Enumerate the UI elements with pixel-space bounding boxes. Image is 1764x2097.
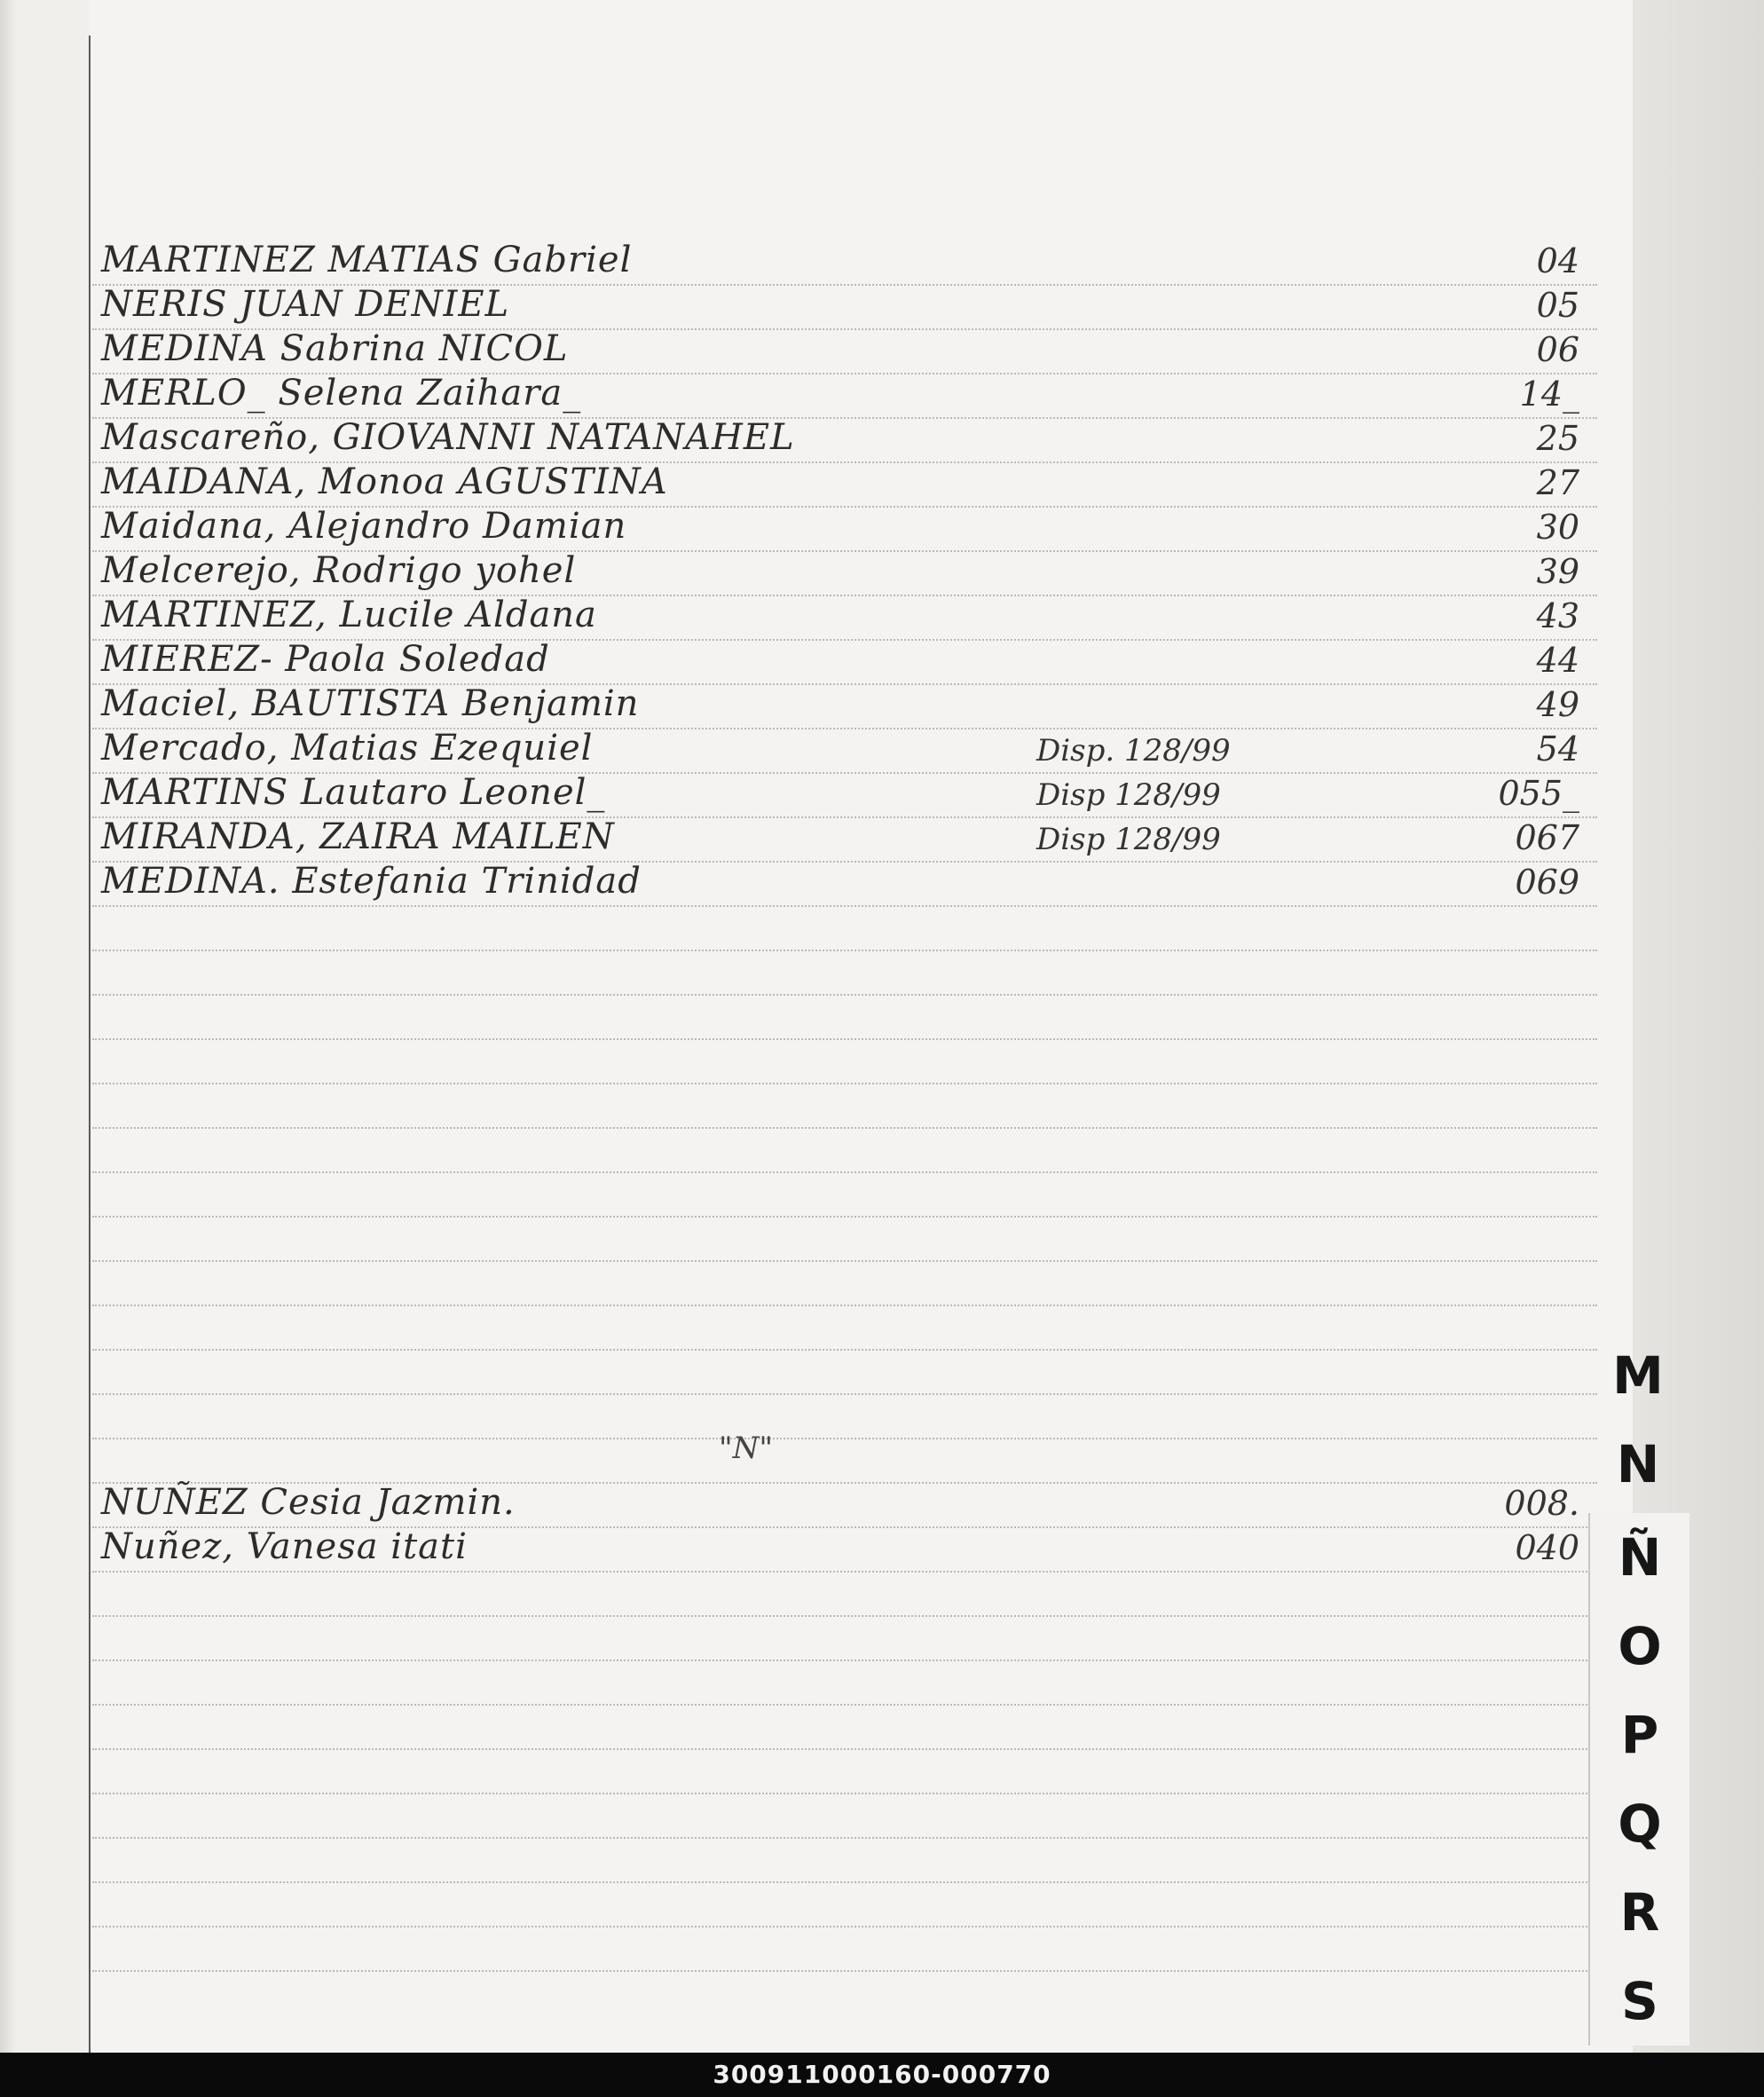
ruled-line — [92, 1837, 1597, 1839]
index-tab-n[interactable]: N — [1616, 1434, 1660, 1494]
entry-number: 25 — [1536, 419, 1579, 458]
entry-name: MARTINEZ, Lucile Aldana — [101, 595, 597, 635]
section-heading-n: "N" — [719, 1431, 774, 1466]
entry-name: MEDINA Sabrina NICOL — [101, 328, 569, 369]
ruled-line — [92, 1349, 1597, 1351]
list-item — [89, 772, 1633, 816]
list-item — [89, 1526, 1633, 1571]
entry-number: 069 — [1515, 863, 1579, 902]
entry-number: 008. — [1504, 1484, 1579, 1523]
ruled-line — [92, 1127, 1597, 1129]
alphabet-index-tabs — [1588, 1331, 1688, 2053]
index-tab-s[interactable]: S — [1588, 1957, 1689, 2046]
ruled-line — [92, 1704, 1597, 1706]
entry-number: 30 — [1536, 508, 1579, 547]
entry-number: 06 — [1536, 330, 1579, 369]
entry-disp: Disp. 128/99 — [1036, 733, 1231, 769]
ruled-line — [92, 1793, 1597, 1794]
list-item — [89, 550, 1633, 595]
ruled-line — [92, 1393, 1597, 1395]
entry-name: MERLO_ Selena Zaihara_ — [101, 373, 582, 414]
list-item — [89, 639, 1633, 683]
ruled-line — [92, 1260, 1597, 1262]
list-item — [89, 328, 1633, 373]
entry-number: 43 — [1536, 596, 1579, 635]
ruled-line — [92, 1571, 1597, 1573]
entry-name: MEDINA. Estefania Trinidad — [101, 861, 642, 902]
entry-name: MIEREZ- Paola Soledad — [101, 639, 550, 680]
entry-number: 44 — [1536, 641, 1579, 680]
ruled-line — [92, 1438, 1597, 1439]
entry-number: 14_ — [1519, 374, 1579, 414]
entry-name: Maciel, BAUTISTA Benjamin — [101, 683, 640, 724]
ruled-line — [92, 1171, 1597, 1173]
entry-name: Melcerejo, Rodrigo yohel — [101, 550, 577, 591]
index-tab-q[interactable]: Q — [1588, 1779, 1689, 1868]
ruled-line — [92, 1216, 1597, 1218]
list-item — [89, 1482, 1633, 1526]
index-tab-p[interactable]: P — [1588, 1691, 1689, 1779]
entry-disp: Disp 128/99 — [1036, 822, 1221, 857]
list-item — [89, 595, 1633, 639]
entry-disp: Disp 128/99 — [1036, 777, 1221, 813]
ruled-line — [92, 1970, 1597, 1972]
entry-name: Mercado, Matias Ezequiel — [101, 728, 594, 769]
ruled-line — [92, 1881, 1597, 1883]
entry-number: 39 — [1536, 552, 1579, 591]
entry-name: Mascareño, GIOVANNI NATANAHEL — [101, 417, 795, 458]
index-tab-r[interactable]: R — [1588, 1868, 1689, 1957]
entry-name: MAIDANA, Monoa AGUSTINA — [101, 461, 668, 502]
list-item — [89, 373, 1633, 417]
entry-name: NERIS JUAN DENIEL — [101, 284, 510, 325]
ruled-line — [92, 1615, 1597, 1617]
entry-number: 040 — [1515, 1528, 1579, 1567]
list-item — [89, 728, 1633, 772]
ruled-line — [92, 905, 1597, 907]
ruled-line — [92, 950, 1597, 951]
index-tab-o[interactable]: O — [1588, 1602, 1689, 1691]
list-item — [89, 461, 1633, 506]
list-item — [89, 506, 1633, 550]
footer-code: 300911000160-000770 — [0, 2053, 1764, 2097]
entry-number: 54 — [1536, 729, 1579, 769]
ledger-page — [89, 0, 1633, 2053]
ruled-line — [92, 1926, 1597, 1928]
list-item — [89, 284, 1633, 328]
entry-number: 04 — [1536, 241, 1579, 280]
list-item — [89, 816, 1633, 861]
index-tab-enye[interactable]: Ñ — [1588, 1513, 1689, 1602]
ruled-line — [92, 1083, 1597, 1084]
ruled-line — [92, 1748, 1597, 1750]
entry-number: 067 — [1515, 818, 1579, 857]
entry-number: 49 — [1536, 685, 1579, 724]
ruled-line — [92, 1038, 1597, 1040]
entry-number: 05 — [1536, 286, 1579, 325]
entry-name: MARTINEZ MATIAS Gabriel — [101, 240, 633, 280]
entry-name: NUÑEZ Cesia Jazmin. — [101, 1482, 516, 1523]
entry-number: 055_ — [1498, 774, 1579, 813]
entry-name: MIRANDA, ZAIRA MAILEN — [101, 816, 615, 857]
index-tab-m[interactable]: M — [1612, 1345, 1664, 1406]
entry-number: 27 — [1536, 463, 1579, 502]
ruled-line — [92, 1659, 1597, 1661]
list-item — [89, 240, 1633, 284]
list-item — [89, 683, 1633, 728]
list-item — [89, 417, 1633, 461]
ruled-line — [92, 1305, 1597, 1306]
entry-name: Maidana, Alejandro Damian — [101, 506, 627, 547]
entry-name: Nuñez, Vanesa itati — [101, 1526, 468, 1567]
entry-name: MARTINS Lautaro Leonel_ — [101, 772, 606, 813]
list-item — [89, 861, 1633, 905]
ruled-line — [92, 994, 1597, 996]
